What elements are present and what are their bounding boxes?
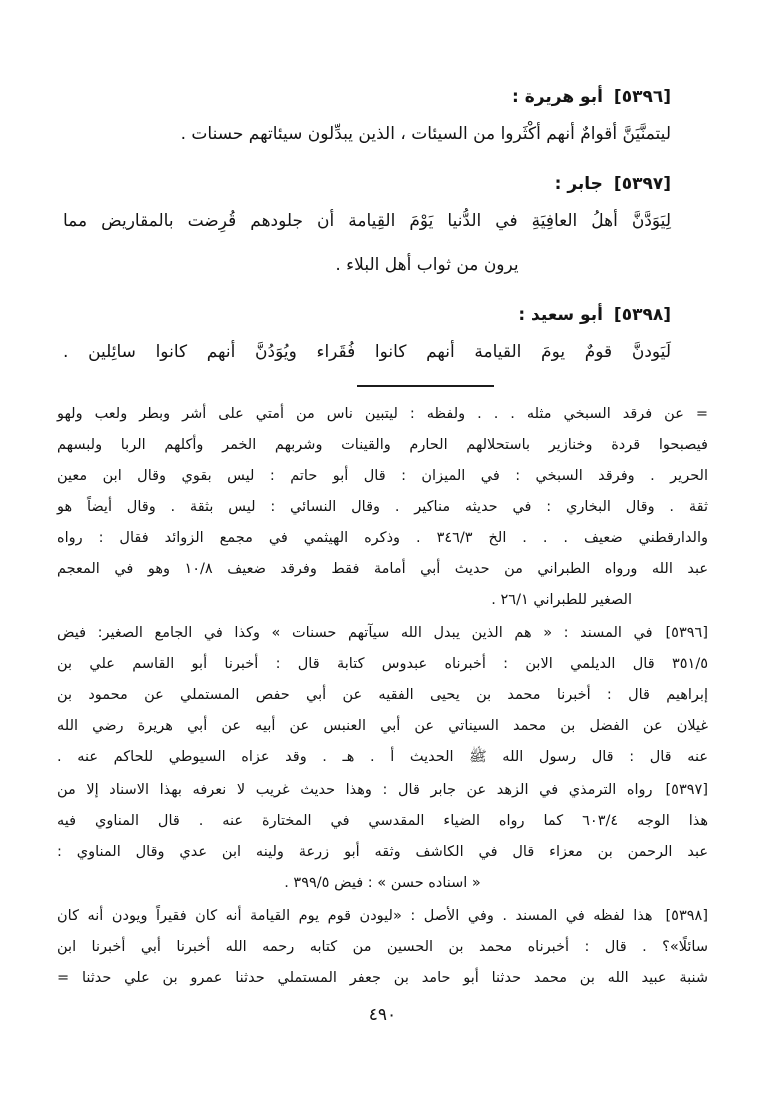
- footnote-number: [٥٣٩٧]: [665, 782, 708, 798]
- footnote-line: [57, 901, 708, 932]
- footnote-line: ٣٥١/٥ قال الديلمي الابن : أخبرناه عبدوس كتابة قال : أخبرنا أبو القاسم علي بن: [57, 656, 708, 672]
- footnote-number: [٥٣٩٦]: [665, 625, 708, 641]
- footnote-line: فيصبحوا قردة وخنازير باستحلالهم الحارم والقينات وشربهم الخمر وأكلهم الربا ولبسهم: [57, 437, 708, 453]
- footnote-block-continuation: [57, 399, 708, 616]
- hadith-text-line: لَيَودنَّ قومٌ يومَ القيامة أنهم كانوا فُقَراء ويُوَدُنَّ أنهم كانوا سائِلين .: [63, 342, 671, 362]
- footnote-line: ثقة . وقال البخاري : في حديثه مناكير . وقال النسائي : ليس بثقة . وقال أيضاً هو: [57, 499, 708, 515]
- footnotes-section: [57, 399, 708, 994]
- footnote-line: الحرير . وفرقد السبخي : في الميزان : قال أبو حاتم : ليس بقوي وقال ابن معين: [57, 468, 708, 484]
- footnote-line: [57, 618, 708, 649]
- footnote-line: عنه قال : قال رسول الله ﷺ الحديث أ . هـ . وقد عزاه السيوطي للحاكم عنه .: [57, 749, 708, 765]
- entry-heading-5397: [63, 169, 671, 199]
- footnote-line: هذا الوجه ٦٠٣/٤ كما رواه الضياء المقدسي في المختارة عنه . قال المناوي فيه: [57, 813, 708, 829]
- entry-heading-5398: [63, 300, 671, 330]
- page-number: ٤٩٠: [368, 1005, 397, 1025]
- footnote-number: [٥٣٩٨]: [665, 908, 708, 924]
- footnote-text: هذا لفظه في المسند . وفي الأصل : «ليودن قوم يوم القيامة أنه كان فقيراً ويودن أنه كان: [57, 908, 653, 924]
- footnote-block-5398: [57, 901, 708, 994]
- narrator-name: أبو هريرة :: [512, 87, 603, 107]
- footnote-line: سائلًا»؟ . قال : أخبرناه محمد بن الحسين من كتابه رحمه الله أخبرنا أبي أخبرنا ابن: [57, 939, 708, 955]
- narrator-name: أبو سعيد :: [518, 305, 603, 325]
- footnote-line: إبراهيم قال : أخبرنا محمد بن يحيى الفقيه عن أبي حفص المستملي عن محمود بن: [57, 687, 708, 703]
- footnote-text: في المسند : « هم الذين يبدل الله سيآتهم حسنات » وكذا في الجامع الصغير: فيض: [57, 625, 653, 641]
- footnote-separator-rule: [357, 385, 494, 387]
- entry-number: [٥٣٩٦]: [613, 87, 671, 107]
- footnote-line: = عن فرقد السبخي مثله . . . ولفظه : ليتبين ناس من أمتي على أشر وبطر ولعب ولهو: [57, 406, 708, 422]
- entry-number: [٥٣٩٧]: [613, 174, 671, 194]
- footnote-text: رواه الترمذي في الزهد عن جابر قال : وهذا حديث غريب لا نعرفه بهذا الاسناد إلا من: [57, 782, 653, 798]
- footnote-line: عبد الرحمن بن معزاء قال في الكاشف وثقه أبو زرعة ولينه ابن عدي وقال المناوي :: [57, 844, 708, 860]
- footnote-line: والدارقطني ضعيف . . . الخ ٣٤٦/٣ . وذكره الهيثمي في مجمع الزوائد فقال : رواه: [57, 530, 708, 546]
- footnote-line: عبد الله ورواه الطبراني من حديث أبي أمامة فقط وفرقد ضعيف ١٠/٨ وهو في المعجم: [57, 561, 708, 577]
- footnote-line: شنبة عبيد الله بن محمد حدثنا أبو حامد بن جعفر المستملي حدثنا عمرو بن علي حدثنا =: [57, 970, 708, 986]
- footnote-block-5396: [57, 618, 708, 773]
- footnote-line: [57, 775, 708, 806]
- narrator-name: جابر :: [554, 174, 603, 194]
- main-text: [63, 82, 671, 374]
- footnote-line: غيلان عن الفضل بن محمد السيناتي عن أبي العنبس عن أبيه عن أبي هريرة رضي الله: [57, 718, 708, 734]
- footnote-block-5397: [57, 775, 708, 899]
- entry-heading-5396: [63, 82, 671, 112]
- hadith-text-line: ليتمنَّيَنَّ أقوامٌ أنهم أكْثَروا من السيئات ، الذين يبدِّلون سيئاتهم حسنات .: [180, 124, 671, 144]
- hadith-text-line: لِيَوَدَّنَّ أهلُ العافِيَةِ في الدُّنيا يَوْمَ القِيامة أن جلودهم قُرِضت بالمقاريض مما: [63, 211, 671, 231]
- entry-number: [٥٣٩٨]: [613, 305, 671, 325]
- footnote-line: الصغير للطبراني ٢٦/١ .: [491, 592, 632, 608]
- hadith-text-line: يرون من ثواب أهل البلاء .: [335, 255, 519, 275]
- footnote-line: « اسناده حسن » : فيض ٣٩٩/٥ .: [284, 875, 481, 891]
